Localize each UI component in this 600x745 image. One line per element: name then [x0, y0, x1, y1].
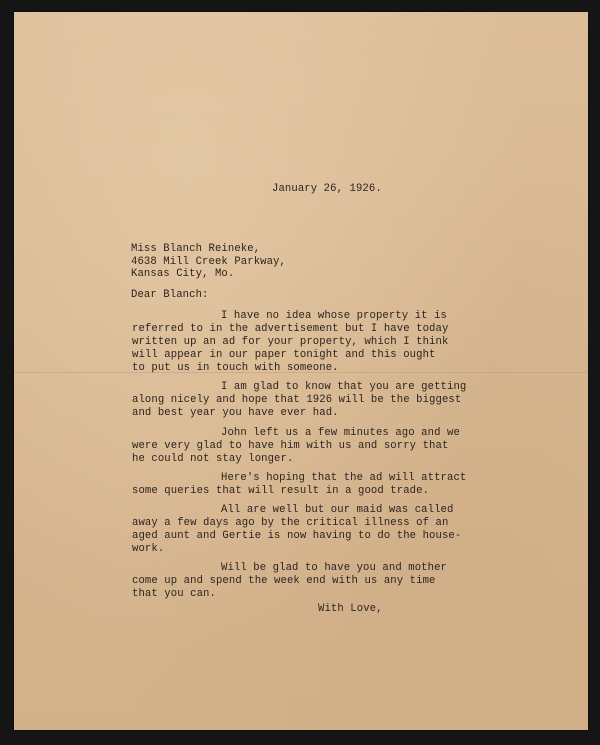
body-line: away a few days ago by the critical illness of an [132, 517, 449, 529]
body-line: I have no idea whose property it is [221, 310, 448, 322]
letter-date: January 26, 1926. [272, 183, 382, 195]
body-line: work. [132, 543, 165, 555]
body-line: written up an ad for your property, which I think [132, 336, 449, 348]
recipient-name: Miss Blanch Reineke, [131, 243, 261, 255]
body-line: come up and spend the week end with us any time [132, 575, 436, 587]
body-line: Here's hoping that the ad will attract [221, 472, 467, 484]
body-line: I am glad to know that you are getting [221, 381, 467, 393]
body-line: and best year you have ever had. [132, 407, 339, 419]
letter-closing: With Love, [318, 603, 383, 615]
salutation: Dear Blanch: [131, 289, 209, 301]
body-line: aged aunt and Gertie is now having to do the house- [132, 530, 462, 542]
body-line: were very glad to have him with us and sorry that [132, 440, 449, 452]
recipient-street: 4638 Mill Creek Parkway, [131, 256, 286, 268]
body-line: some queries that will result in a good trade. [132, 485, 430, 497]
recipient-city: Kansas City, Mo. [131, 268, 235, 280]
body-line: along nicely and hope that 1926 will be the biggest [132, 394, 462, 406]
body-line: will appear in our paper tonight and this ought [132, 349, 436, 361]
body-line: that you can. [132, 588, 216, 600]
body-line: All are well but our maid was called [221, 504, 454, 516]
body-line: John left us a few minutes ago and we [221, 427, 460, 439]
body-line: to put us in touch with someone. [132, 362, 339, 374]
body-line: Will be glad to have you and mother [221, 562, 448, 574]
body-line: referred to in the advertisement but I have today [132, 323, 449, 335]
body-line: he could not stay longer. [132, 453, 294, 465]
